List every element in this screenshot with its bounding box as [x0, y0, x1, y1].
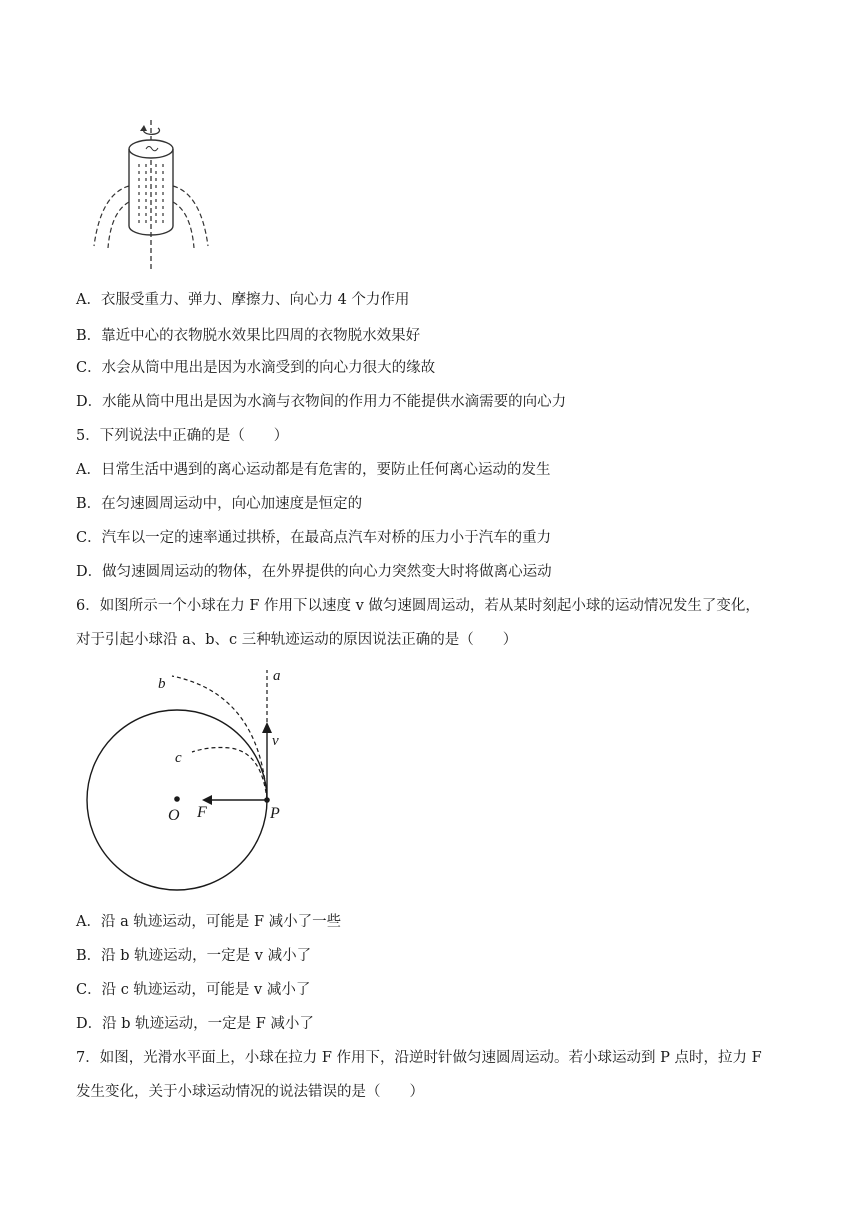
velocity-arrowhead: [262, 722, 272, 733]
label-b: b: [158, 676, 166, 692]
q5-stem: 5．下列说法中正确的是（ ）: [76, 428, 289, 444]
trajectory-b: [172, 676, 267, 800]
q6-option-c: C．沿 c 轨迹运动，可能是 v 减小了: [76, 982, 311, 998]
q7-stem-line1: 7．如图，光滑水平面上，小球在拉力 F 作用下，沿逆时针做匀速圆周运动。若小球运动到 P 点时，拉力 F: [76, 1050, 762, 1066]
label-F: F: [197, 804, 207, 821]
label-O: O: [168, 807, 180, 824]
q5-option-d: D．做匀速圆周运动的物体，在外界提供的向心力突然变大时将做离心运动: [76, 564, 552, 580]
q5-option-a: A．日常生活中遇到的离心运动都是有危害的，要防止任何离心运动的发生: [76, 462, 551, 478]
spin-dryer-figure: [86, 116, 216, 272]
q4-option-a: A．衣服受重力、弹力、摩擦力、向心力 4 个力作用: [76, 292, 410, 308]
q6-stem-line2: 对于引起小球沿 a、b、c 三种轨迹运动的原因说法正确的是（ ）: [76, 632, 518, 648]
circular-motion-figure: [80, 664, 300, 894]
q6-option-a: A．沿 a 轨迹运动，可能是 F 减小了一些: [76, 914, 342, 930]
q6-option-d: D．沿 b 轨迹运动，一定是 F 减小了: [76, 1016, 314, 1032]
label-a: a: [273, 668, 281, 684]
label-P: P: [270, 805, 280, 822]
q7-stem-line2: 发生变化，关于小球运动情况的说法错误的是（ ）: [76, 1084, 424, 1100]
center-point: [174, 796, 180, 802]
q4-option-b: B．靠近中心的衣物脱水效果比四周的衣物脱水效果好: [76, 328, 421, 344]
q5-option-c: C．汽车以一定的速率通过拱桥，在最高点汽车对桥的压力小于汽车的重力: [76, 530, 552, 546]
q4-option-d: D．水能从筒中甩出是因为水滴与衣物间的作用力不能提供水滴需要的向心力: [76, 394, 567, 410]
q5-option-b: B．在匀速圆周运动中，向心加速度是恒定的: [76, 496, 363, 512]
label-v: v: [272, 733, 279, 749]
q4-option-c: C．水会从筒中甩出是因为水滴受到的向心力很大的缘故: [76, 360, 436, 376]
label-c: c: [175, 750, 182, 766]
q6-option-b: B．沿 b 轨迹运动，一定是 v 减小了: [76, 948, 312, 964]
q6-stem-line1: 6．如图所示一个小球在力 F 作用下以速度 v 做匀速圆周运动，若从某时刻起小球的运动情况发生了变化，: [76, 598, 760, 614]
